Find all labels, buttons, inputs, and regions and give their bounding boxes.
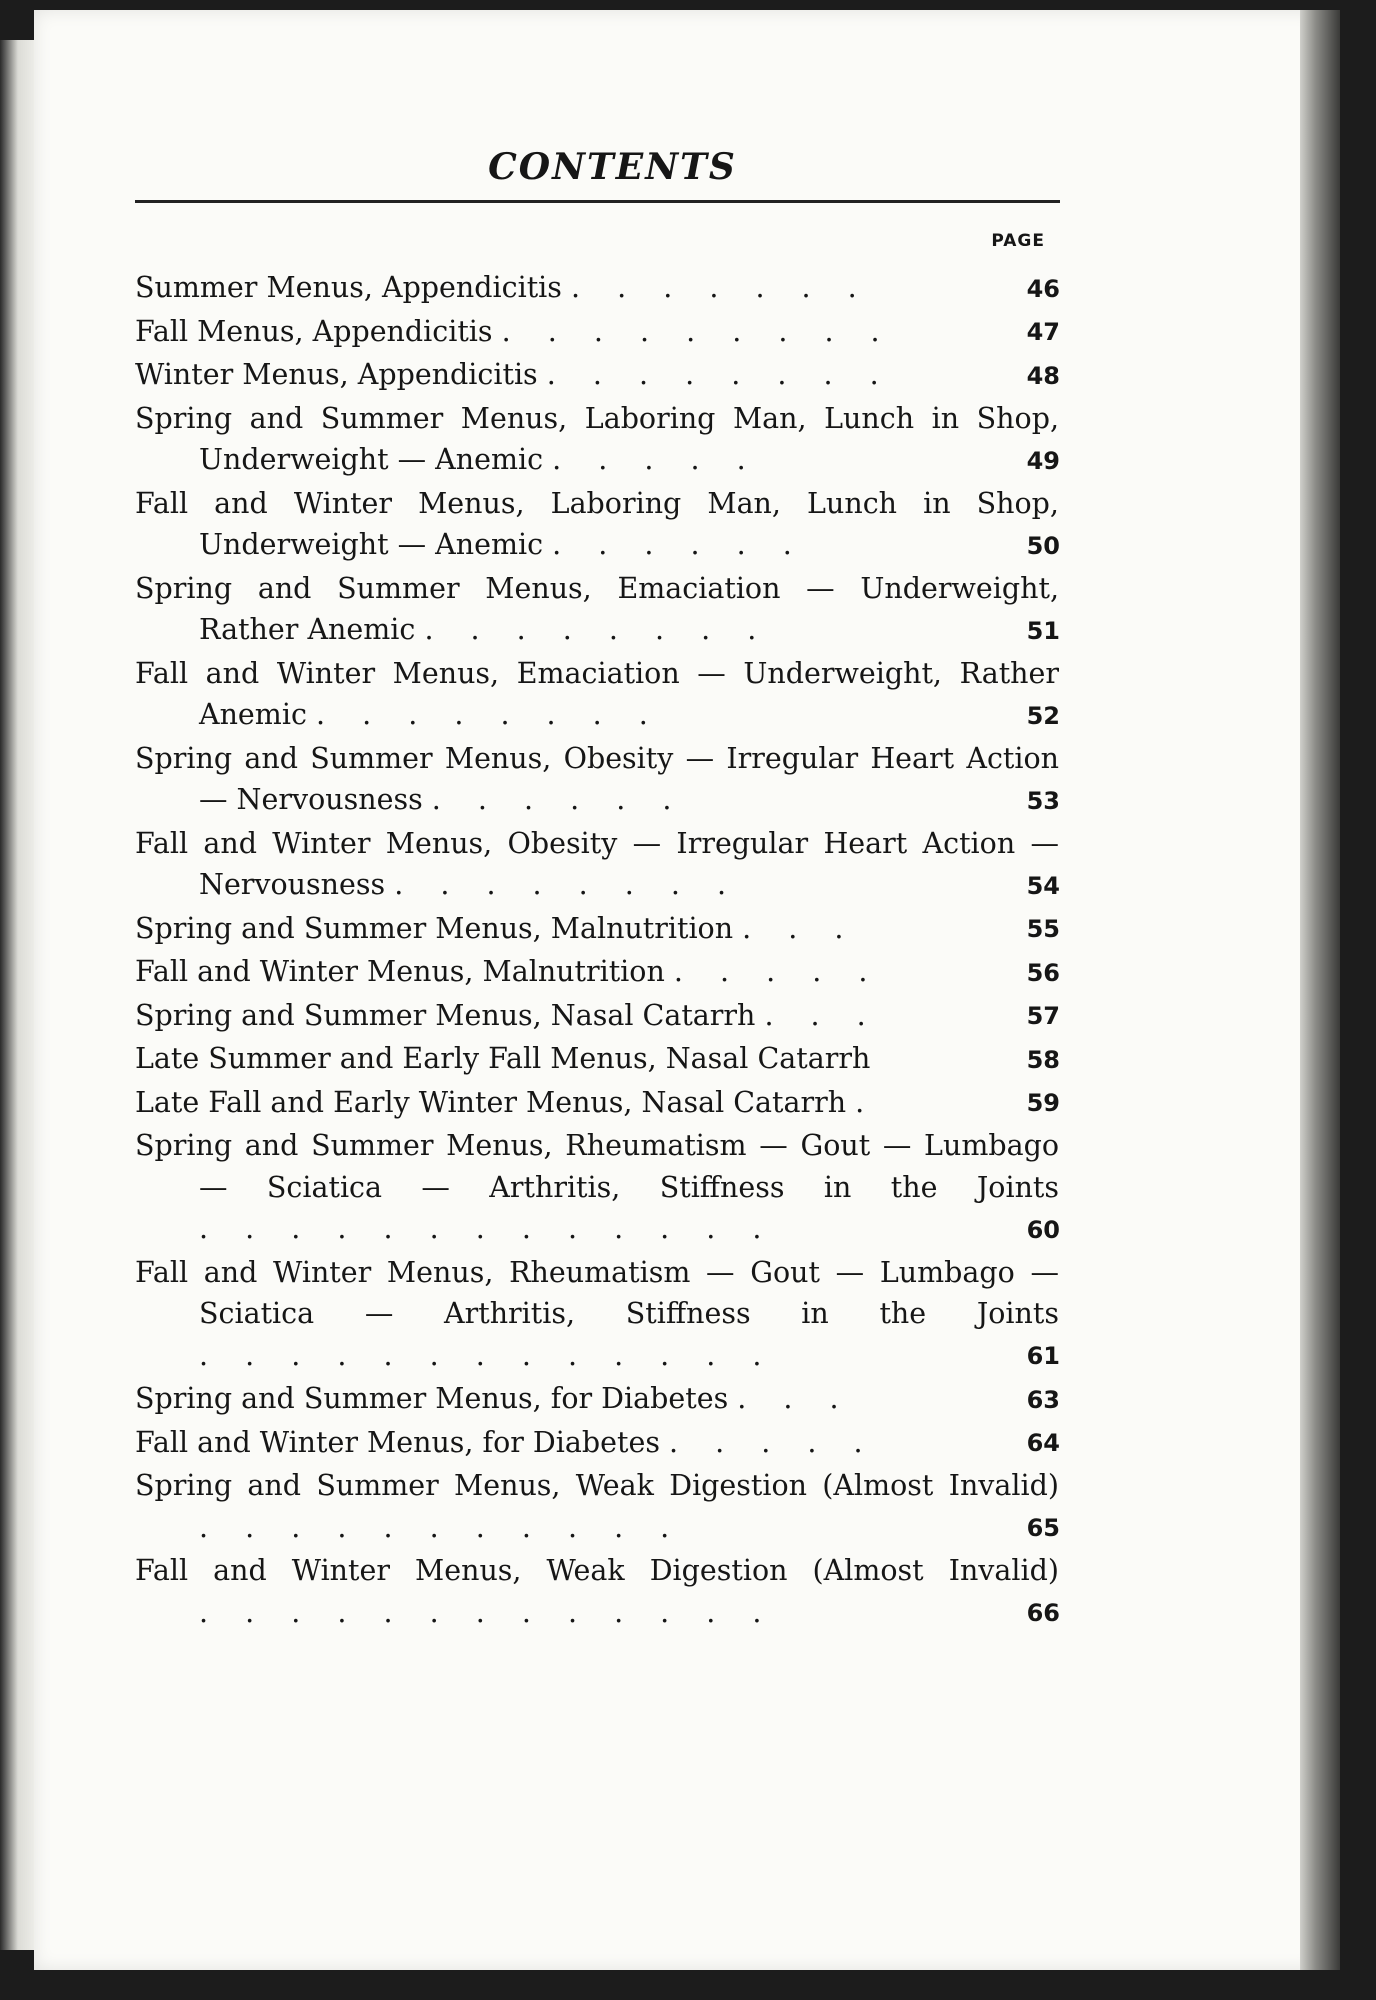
toc-entry [135,908,1060,950]
toc-entry [135,1378,1060,1420]
toc-entry [135,951,1060,993]
page-stack-edge [1300,10,1340,1970]
toc-entry-title [135,995,1059,1037]
toc-page-number: 60 [1026,1215,1060,1244]
page-title: CONTENTS [488,146,737,188]
toc-page-number: 49 [1026,446,1060,475]
toc-entry [135,823,1060,906]
toc-entry-text: Summer Menus, Appendicitis [135,271,562,304]
toc-entry-text: Spring and Summer Menus, Weak Digestion (Almost Invalid) [135,1469,1059,1502]
toc-entry-title [135,1125,1059,1250]
page-column-heading: PAGE [991,231,1045,251]
toc-entry-text: Spring and Summer Menus, for Diabetes [135,1382,729,1415]
toc-entry-title [135,1252,1059,1377]
toc-entry-text: Fall and Winter Menus, for Diabetes [135,1425,660,1459]
dot-leader: . . . . . . . . [315,698,662,731]
dot-leader: . . . . . . . . . . . . . [199,1212,776,1245]
toc-page-number: 61 [1026,1342,1060,1370]
toc-page-number: 47 [1026,318,1060,346]
toc-page-number: 59 [1026,1089,1060,1117]
toc-page-number: 46 [1026,274,1060,303]
dot-leader: . [855,1085,879,1119]
toc-page-number: 48 [1026,361,1060,390]
toc-page-number: 52 [1026,701,1060,730]
toc-page-number: 56 [1026,958,1060,987]
dot-leader: . . . . . . . . [546,358,893,391]
toc-entry-text: Fall and Winter Menus, Malnutrition [135,955,665,988]
toc-entry [135,738,1060,821]
toc-entry-title [135,1082,1059,1124]
dot-leader: . . . . . . . . . . . . . [199,1338,776,1372]
toc-entry-text: Spring and Summer Menus, Malnutrition [135,911,734,945]
dot-leader: . . . [764,998,880,1032]
dot-leader: . . . . . . . . . . . [199,1510,684,1544]
toc-page-number: 55 [1026,915,1060,943]
toc-page-number: 53 [1026,786,1060,815]
dot-leader: . . . . . . [552,528,806,561]
toc-entry-title [135,823,1059,906]
toc-entry-title [135,908,1059,950]
toc-entry-text: Fall and Winter Menus, Obesity — Irregular Heart Action — Nervousness [135,826,1059,901]
toc-entry-text: Late Fall and Early Winter Menus, Nasal Catarrh [135,1085,847,1119]
toc-entry [135,1422,1060,1464]
toc-entry-text: Late Summer and Early Fall Menus, Nasal Catarrh [135,1042,871,1075]
toc-entry-text: Spring and Summer Menus, Laboring Man, Lunch in Shop, Underweight — Anemic [135,401,1059,476]
toc-entry-text: Spring and Summer Menus, Nasal Catarrh [135,998,756,1032]
contents-section [135,145,1060,1635]
toc-entry-title [135,738,1059,821]
toc-entry [135,1465,1060,1548]
toc-entry-title [135,568,1059,651]
toc-entry [135,1038,1060,1080]
toc-entry-title [135,653,1059,736]
toc-entry [135,267,1060,309]
toc-entry-title [135,1038,1059,1080]
toc-entry-title [135,1422,1059,1464]
toc-entry-title [135,354,1059,396]
toc-entry-title [135,1465,1059,1548]
dot-leader: . . . . . . . . . [501,314,894,348]
dot-leader: . . . [742,911,858,945]
toc-entry-text: Fall and Winter Menus, Emaciation — Underweight, Rather Anemic [135,656,1059,731]
toc-entry-text: Winter Menus, Appendicitis [135,358,538,391]
toc-entry [135,1550,1060,1633]
toc-page-number: 51 [1026,616,1060,645]
toc-page-number: 63 [1026,1385,1060,1414]
toc-entry-title [135,267,1059,309]
dot-leader: . . . . . . . . . . . . . [199,1595,776,1629]
toc-entry [135,1252,1060,1377]
dot-leader: . . . . . [669,1425,877,1459]
toc-entry-text: Fall and Winter Menus, Weak Digestion (Almost Invalid) [135,1554,1059,1587]
toc-page-number: 54 [1026,871,1060,900]
toc-entry [135,653,1060,736]
toc-entry-text: Fall Menus, Appendicitis [135,314,493,348]
toc-entry-title [135,398,1059,481]
toc-entry [135,995,1060,1037]
toc-entry-title [135,311,1059,353]
toc-list [135,267,1060,1633]
toc-page-number: 64 [1026,1429,1060,1457]
toc-page-number: 50 [1026,531,1060,560]
toc-entry [135,311,1060,353]
toc-entry-text: Spring and Summer Menus, Obesity — Irregular Heart Action — Nervousness [135,741,1059,816]
dot-leader: . . . . . [673,955,882,988]
toc-entry [135,1125,1060,1250]
toc-entry-title [135,951,1059,993]
dot-leader: . . . . . . . . [424,613,771,646]
dot-leader: . . . . . . [431,783,686,816]
toc-page-number: 65 [1026,1514,1060,1542]
toc-entry-text: Fall and Winter Menus, Rheumatism — Gout — Lumbago — Sciatica — Arthritis, Stiffness in the Joints [135,1255,1059,1330]
toc-entry [135,568,1060,651]
toc-entry-title [135,1378,1059,1420]
toc-entry-text: Fall and Winter Menus, Laboring Man, Lunch in Shop, Underweight — Anemic [135,486,1059,561]
dot-leader: . . . [737,1382,853,1415]
toc-entry-title [135,483,1059,566]
toc-entry [135,483,1060,566]
dot-leader: . . . . . [552,443,760,476]
toc-entry-title [135,1550,1059,1633]
toc-entry [135,354,1060,396]
toc-entry-text: Spring and Summer Menus, Emaciation — Underweight, Rather Anemic [135,571,1059,646]
title-rule [135,200,1060,203]
toc-page-number: 66 [1026,1599,1060,1627]
dot-leader: . . . . . . . . [394,868,741,901]
toc-entry-text: Spring and Summer Menus, Rheumatism — Gout — Lumbago — Sciatica — Arthritis, Stiffness in the Joints [135,1129,1059,1204]
dot-leader: . . . . . . . [570,271,871,304]
toc-page-number: 57 [1026,1002,1060,1030]
toc-entry [135,1082,1060,1124]
toc-entry [135,398,1060,481]
toc-page-number: 58 [1026,1045,1060,1074]
